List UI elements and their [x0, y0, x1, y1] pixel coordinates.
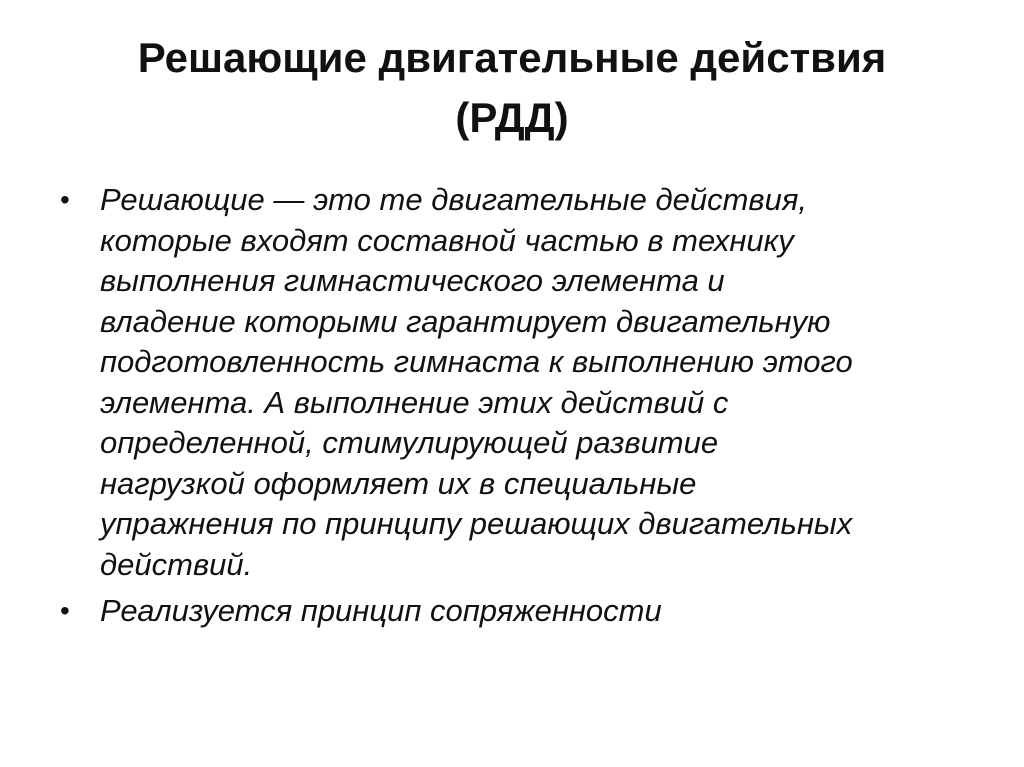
bullet-item-definition: [60, 180, 970, 585]
bullet-text-line: которые входят составной частью в технику: [100, 222, 794, 258]
title-line-2: (РДД): [455, 94, 569, 141]
bullet-list: [60, 180, 970, 638]
bullet-text-line: Реализуется принцип сопряженности: [100, 593, 662, 628]
bullet-item-principle: [60, 591, 970, 632]
bullet-text-line: элемента. А выполнение этих действий с: [100, 384, 729, 420]
bullet-text-line: упражнения по принципу решающих двигательных: [100, 506, 853, 541]
bullet-dot-icon: •: [60, 184, 70, 215]
bullet-text-line: действий.: [100, 546, 253, 582]
slide-title: [40, 28, 984, 148]
bullet-text-line: нагрузкой оформляет их в специальные: [100, 465, 697, 501]
title-line-1: Решающие двигательные действия: [137, 34, 887, 81]
bullet-dot-icon: •: [60, 595, 70, 626]
bullet-text-line: владение которыми гарантирует двигательную: [100, 303, 831, 339]
bullet-text-line: определенной, стимулирующей развитие: [100, 425, 719, 460]
bullet-text-line: Решающие — это те двигательные действия,: [100, 182, 808, 217]
bullet-text-line: выполнения гимнастического элемента и: [100, 263, 725, 298]
bullet-text-line: подготовленность гимнаста к выполнению этого: [100, 344, 853, 379]
